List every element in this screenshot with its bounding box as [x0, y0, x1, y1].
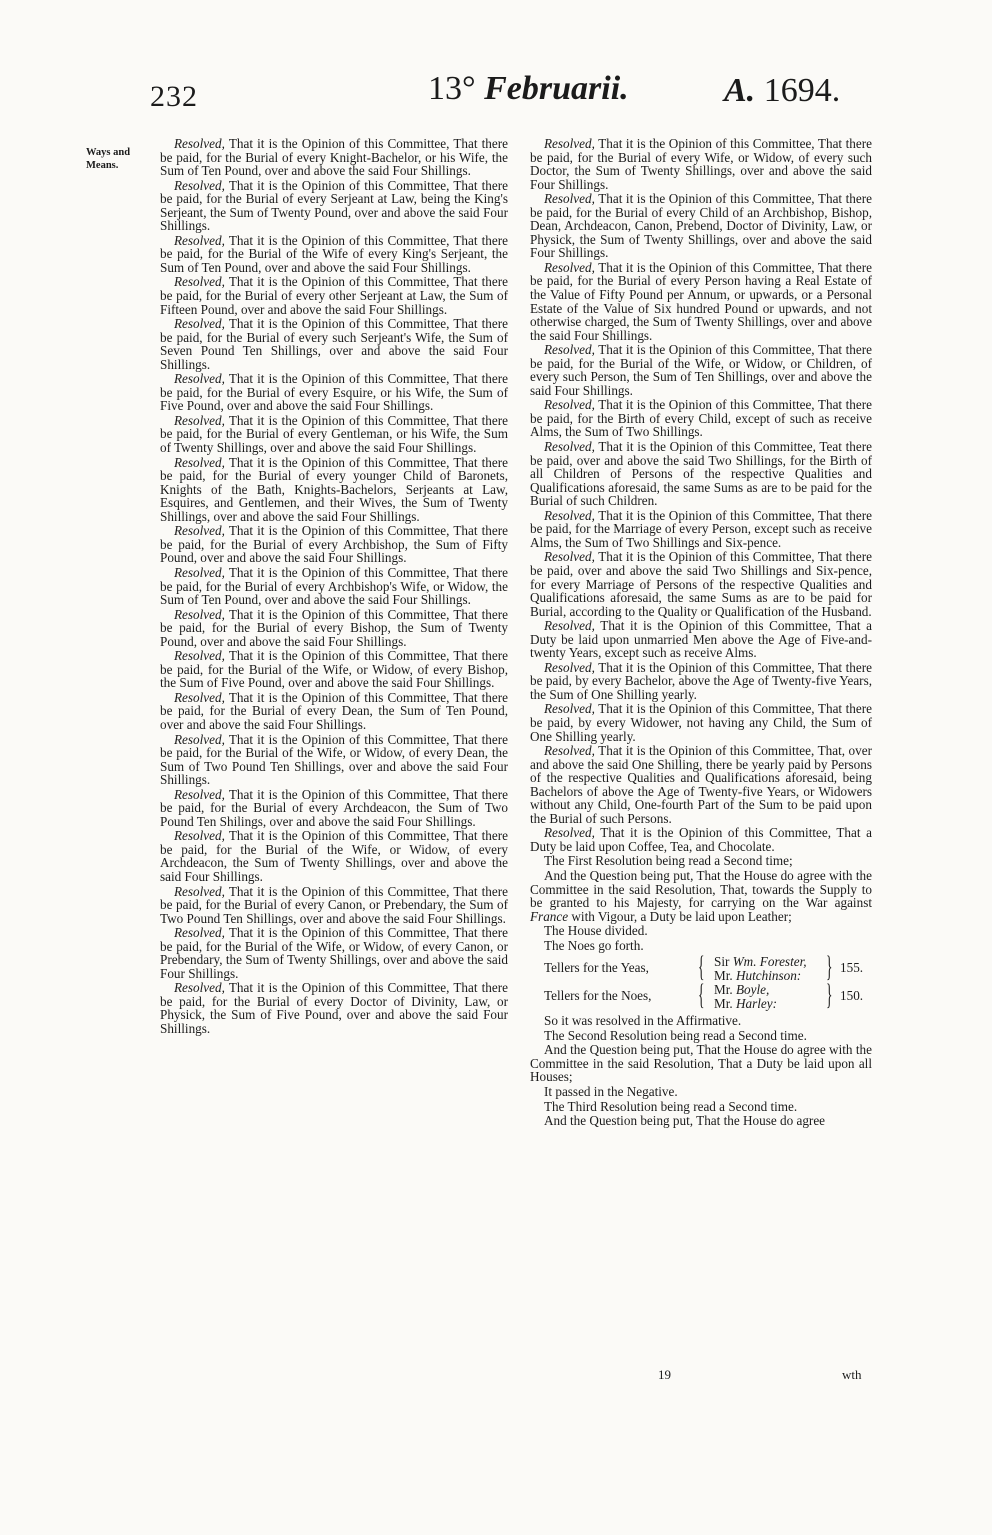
resolution-text: That it is the Opinion of this Committee, That there be paid, for the Burial of the Wife, or Widow, of every Bishop, the Sum of Five Pound, over and above the said Four Shillings.: [160, 648, 508, 691]
resolved-word: Resolved,: [544, 259, 595, 275]
resolved-word: Resolved,: [544, 191, 595, 207]
resolved-word: Resolved,: [174, 606, 225, 622]
resolved-word: Resolved,: [544, 397, 595, 413]
resolved-word: Resolved,: [174, 980, 225, 996]
leather-question-post: with Vigour, a Duty be laid upon Leather;: [568, 908, 792, 924]
resolution-text: That it is the Opinion of this Committee, That a Duty be laid upon unmarried Men above the Age of Five-and-twenty Years, except such as receive Alms.: [530, 618, 872, 661]
catchword: wth: [842, 1367, 862, 1382]
tellers-yeas-names: [714, 955, 807, 982]
resolution: [530, 398, 872, 439]
resolved-word: Resolved,: [174, 316, 225, 332]
resolved-word: Resolved,: [174, 523, 225, 539]
margin-note: Ways and Means.: [86, 147, 131, 171]
resolved-word: Resolved,: [174, 925, 225, 941]
resolution-text: That it is the Opinion of this Committee, That there be paid, over and above the said Two Shillings and Six-pence, for every Marriage of Persons of the respective Qualities and Qualifications aforesaid, the same Sums as are to be paid for Burial, according to the Quality or Qualification of the Husband.: [530, 549, 872, 619]
right-resolutions: [530, 137, 872, 853]
resolution: [160, 566, 508, 607]
resolution-text: That it is the Opinion of this Committee, That there be paid, for the Burial of every Canon, or Prebendary, the Sum of Two Pound Ten Shillings, over and above the said Four Shillings.: [160, 883, 508, 926]
resolution-text: That it is the Opinion of this Committee, That there be paid, for the Burial of every Doctor of Divinity, Law, or Physick, the Sum of Five Pound, over and above the said Four Shillings.: [160, 980, 508, 1036]
resolved-word: Resolved,: [544, 549, 595, 565]
resolution-text: That it is the Opinion of this Committee, That there be paid, for the Burial of every Child of an Archbishop, Bishop, Dean, Archdeacon, Canon, Prebend, Doctor of Divinity, Law, or Physick, the Sum of Twenty Shillings, over and above the said Four Shillings.: [530, 191, 872, 261]
resolution: [160, 608, 508, 649]
resolution-text: That it is the Opinion of this Committee, That there be paid, for the Burial of every Archdeacon, the Sum of Two Pound Ten Shilings, over and above the said Four Shillings.: [160, 786, 508, 829]
resolution-text: That it is the Opinion of this Committee, That there be paid, for the Burial of every Archbishop, the Sum of Fifty Pound, over and above the said Four Shillings.: [160, 523, 508, 566]
resolved-word: Resolved,: [544, 507, 595, 523]
resolved-word: Resolved,: [174, 689, 225, 705]
resolution: [160, 317, 508, 371]
house-divided: The House divided.: [544, 923, 648, 939]
resolution-text: That it is the Opinion of this Committee, That a Duty be laid upon Coffee, Tea, and Chocolate.: [530, 825, 872, 854]
resolution-text: That it is the Opinion of this Committee, That there be paid, for the Burial of the Wife, or Widow, of every Archdeacon, the Sum of Twenty Shillings, over and above the said Four Shillings.: [160, 828, 508, 884]
tellers-block: [530, 950, 872, 1012]
resolved-word: Resolved,: [544, 618, 595, 634]
teller-title: Mr.: [714, 995, 736, 1011]
resolution-text: That it is the Opinion of this Committee, That there be paid, for the Marriage of every Person, except such as receive Alms, the Sum of Two Shillings and Six-pence.: [530, 507, 872, 550]
resolution-text: That it is the Opinion of this Committee, That there be paid, by every Widower, not having any Child, the Sum of One Shilling yearly.: [530, 701, 872, 744]
resolution: [530, 661, 872, 702]
resolved-word: Resolved,: [544, 439, 595, 455]
page-number: 232: [150, 80, 198, 113]
teller-name: Boyle,: [735, 982, 770, 998]
resolution: [160, 372, 508, 413]
resolution: [160, 414, 508, 455]
resolution: [160, 829, 508, 883]
journal-year: [724, 72, 840, 110]
signature-mark: 19: [658, 1367, 671, 1382]
resolution-text: That it is the Opinion of this Committee, That there be paid, for the Burial of every Archbishop's Wife, or Widow, the Sum of Ten Pound, over and above the said Four Shillings.: [160, 564, 508, 608]
resolution-text: That it is the Opinion of this Committee, That there be paid, for the Burial of every Knight-Bachelor, or his Wife, the Sum of Ten Pound, over and above the said Four Shillings.: [160, 136, 508, 179]
resolution: [160, 524, 508, 565]
teller-title: Sir: [714, 954, 733, 970]
resolved-word: Resolved,: [544, 701, 595, 717]
resolved-word: Resolved,: [174, 828, 225, 844]
resolution: [530, 702, 872, 743]
resolution: [160, 981, 508, 1035]
teller-name: Hutchinson:: [735, 967, 802, 983]
resolution-text: That it is the Opinion of this Committee, That there be paid, for the Burial of every Wife, or Widow, of every such Doctor, the Sum of Twenty Shillings, over and above the said Four Shillings.: [530, 136, 872, 192]
teller-name: Harley:: [735, 995, 777, 1011]
resolution: [530, 192, 872, 260]
resolution: [160, 691, 508, 732]
tellers-yeas-count: 155.: [840, 960, 864, 976]
resolved-word: Resolved,: [174, 177, 225, 193]
resolution-text: That it is the Opinion of this Committee, That there be paid, by every Bachelor, above the Age of Twenty-five Years, the Sum of One Shilling yearly.: [530, 659, 872, 702]
teller-name: Wm. Forester,: [732, 954, 807, 970]
resolved-word: Resolved,: [544, 743, 595, 759]
resolved-word: Resolved,: [174, 371, 225, 387]
brace-close: }: [826, 978, 833, 1012]
year-prefix: A.: [724, 72, 756, 109]
tellers-noes-label: Tellers for the Noes,: [544, 988, 652, 1004]
brace-close: }: [826, 950, 833, 984]
resolution: [530, 440, 872, 508]
proceeding-line: It passed in the Negative.: [544, 1084, 678, 1099]
resolved-word: Resolved,: [544, 342, 595, 358]
resolution: [160, 733, 508, 787]
leather-question-place: France: [530, 908, 569, 924]
resolved-word: Resolved,: [174, 274, 225, 290]
resolution: [160, 234, 508, 275]
year-number: 1694.: [755, 72, 841, 109]
left-column: [160, 137, 508, 1037]
resolved-word: Resolved,: [174, 564, 225, 580]
resolution: [160, 926, 508, 980]
resolution: [530, 261, 872, 342]
resolution-text: That it is the Opinion of this Committee, That there be paid, for the Burial of every Dean, the Sum of Ten Pound, over and above the said Four Shillings.: [160, 689, 508, 732]
proceeding-line: And the Question being put, That the House do agree: [544, 1113, 826, 1129]
teller-title: Mr.: [714, 982, 736, 998]
resolution-text: That it is the Opinion of this Committee, That there be paid, for the Burial of every Person having a Real Estate of the Value of Fifty Pound per Annum, or upwards, or a Personal Estate of the Value of Six hundred Pound or upwards, and not otherwise charged, the Sum of Twenty Shillings, over and above the said Four Shillings.: [530, 259, 872, 343]
resolution: [530, 744, 872, 825]
page-header: [0, 68, 992, 128]
right-column: [530, 137, 872, 1129]
resolution-text: That it is the Opinion of this Committee, That there be paid, for the Birth of every Child, except of such as receive Alms, the Sum of Two Shillings.: [530, 397, 872, 440]
resolution-text: That it is the Opinion of this Committee, That there be paid, for the Burial of the Wife, or Widow, of every Dean, the Sum of Two Pound Ten Shillings, over and above the said Four Shillings.: [160, 731, 508, 788]
resolution: [530, 619, 872, 660]
resolution: [160, 275, 508, 316]
resolved-word: Resolved,: [544, 825, 595, 841]
proceeding-line: The Second Resolution being read a Second time.: [544, 1027, 807, 1043]
resolution-text: That it is the Opinion of this Committee, That there be paid, for the Burial of every Serjeant at Law, being the King's Serjeant, the Sum of Twenty Pound, over and above the said Four Shillings.: [160, 177, 508, 234]
resolved-word: Resolved,: [544, 659, 595, 675]
resolution: [530, 509, 872, 550]
resolution-text: That it is the Opinion of this Committee, That there be paid, for the Burial of every other Serjeant at Law, the Sum of Fifteen Pound, over and above the said Four Shillings.: [160, 274, 508, 317]
resolution: [530, 137, 872, 191]
resolution-text: That it is the Opinion of this Committee, That there be paid, for the Burial of every Gentleman, or his Wife, the Sum of Twenty Shillings, over and above the said Four Shillings.: [160, 412, 508, 456]
resolution: [160, 456, 508, 524]
resolution: [160, 649, 508, 690]
date-month: Februarii.: [484, 70, 629, 107]
brace-open: {: [698, 950, 705, 984]
resolution: [160, 788, 508, 829]
resolved-word: Resolved,: [174, 648, 225, 664]
proceeding-line: And the Question being put, That the House do agree with the Committee in the said Resolution, That a Duty be laid upon all Houses;: [530, 1042, 872, 1085]
resolved-word: Resolved,: [174, 454, 225, 470]
resolution: [530, 826, 872, 853]
first-resolution-read: The First Resolution being read a Second time;: [544, 853, 793, 869]
resolution: [530, 550, 872, 618]
leather-question: [530, 869, 872, 923]
resolved-word: Resolved,: [174, 412, 225, 428]
date-day: 13°: [428, 70, 485, 107]
resolved-word: Resolved,: [174, 786, 225, 802]
tellers-noes-count: 150.: [840, 988, 864, 1004]
resolution-text: That it is the Opinion of this Committee, Teat there be paid, over and above the said Two Shillings, for the Birth of all Children of Persons of the respective Qualities and Qualifications aforesaid, the same Sums as are to be paid for the Burial of such Children.: [530, 439, 872, 509]
resolution: [160, 885, 508, 926]
resolution: [160, 137, 508, 178]
resolution: [160, 179, 508, 233]
resolved-word: Resolved,: [174, 883, 225, 899]
resolved-word: Resolved,: [544, 136, 595, 151]
proceeding-line: The Third Resolution being read a Second time.: [544, 1098, 798, 1114]
resolution-text: That it is the Opinion of this Committee, That there be paid, for the Burial of the Wife, or Widow, or Children, of every such Person, the Sum of Ten Shillings, over and above the said Four Shillings.: [530, 342, 872, 398]
resolution-text: That it is the Opinion of this Committee, That there be paid, for the Burial of the Wife, or Widow, of every Canon, or Prebendary, the Sum of Twenty Shillings, over and above the said Four Shillings.: [160, 925, 508, 981]
resolved-word: Resolved,: [174, 136, 225, 151]
resolved-word: Resolved,: [174, 232, 225, 248]
resolution: [530, 343, 872, 397]
resolution-text: That it is the Opinion of this Committee, That there be paid, for the Burial of every Esquire, or his Wife, the Sum of Five Pound, over and above the said Four Shillings.: [160, 371, 508, 414]
later-proceedings: [530, 1014, 872, 1127]
resolution-text: That it is the Opinion of this Committee, That there be paid, for the Burial of every younger Child of Baronets, Knights of the Bath, Knights-Bachelors, Serjeants at Law, Esquires, and Gentlemen, and their Wives, the Sum of Twenty Shillings, over and above the said Four Shillings.: [160, 454, 508, 524]
leather-question-pre: And the Question being put, That the House do agree with the Committee in the said Resolution, That, towards the Supply to be granted to his Majesty, for carrying on the War against: [530, 867, 872, 911]
journal-date: [428, 70, 629, 108]
resolution-text: That it is the Opinion of this Committee, That there be paid, for the Burial of the Wife of every King's Serjeant, the Sum of Ten Pound, over and above the said Four Shillings.: [160, 232, 508, 275]
proceeding-line: So it was resolved in the Affirmative.: [544, 1013, 742, 1029]
tellers-noes-names: [714, 983, 777, 1010]
resolution-text: That it is the Opinion of this Committee, That there be paid, for the Burial of every such Serjeant's Wife, the Sum of Seven Pound Ten Shillings, over and above the said Four Shillings.: [160, 316, 508, 372]
resolution-text: That it is the Opinion of this Committee, That there be paid, for the Burial of every Bishop, the Sum of Twenty Pound, over and above the said Four Shillings.: [160, 606, 508, 649]
tellers-yeas-label: Tellers for the Yeas,: [544, 960, 649, 976]
noes-go-forth: The Noes go forth.: [544, 937, 644, 953]
brace-open: {: [698, 978, 705, 1012]
resolved-word: Resolved,: [174, 731, 225, 747]
tellers-noes: [530, 978, 872, 1012]
resolution-text: That it is the Opinion of this Committee, That, over and above the said One Shilling, there be yearly paid by Persons of the respective Qualities and Qualifications aforesaid, being Bachelors of above the Age of Twenty-five Years, or Widowers without any Child, One-fourth Part of the Sum to be paid upon the Burial of such Persons.: [530, 743, 872, 826]
teller-title: Mr.: [714, 967, 736, 983]
